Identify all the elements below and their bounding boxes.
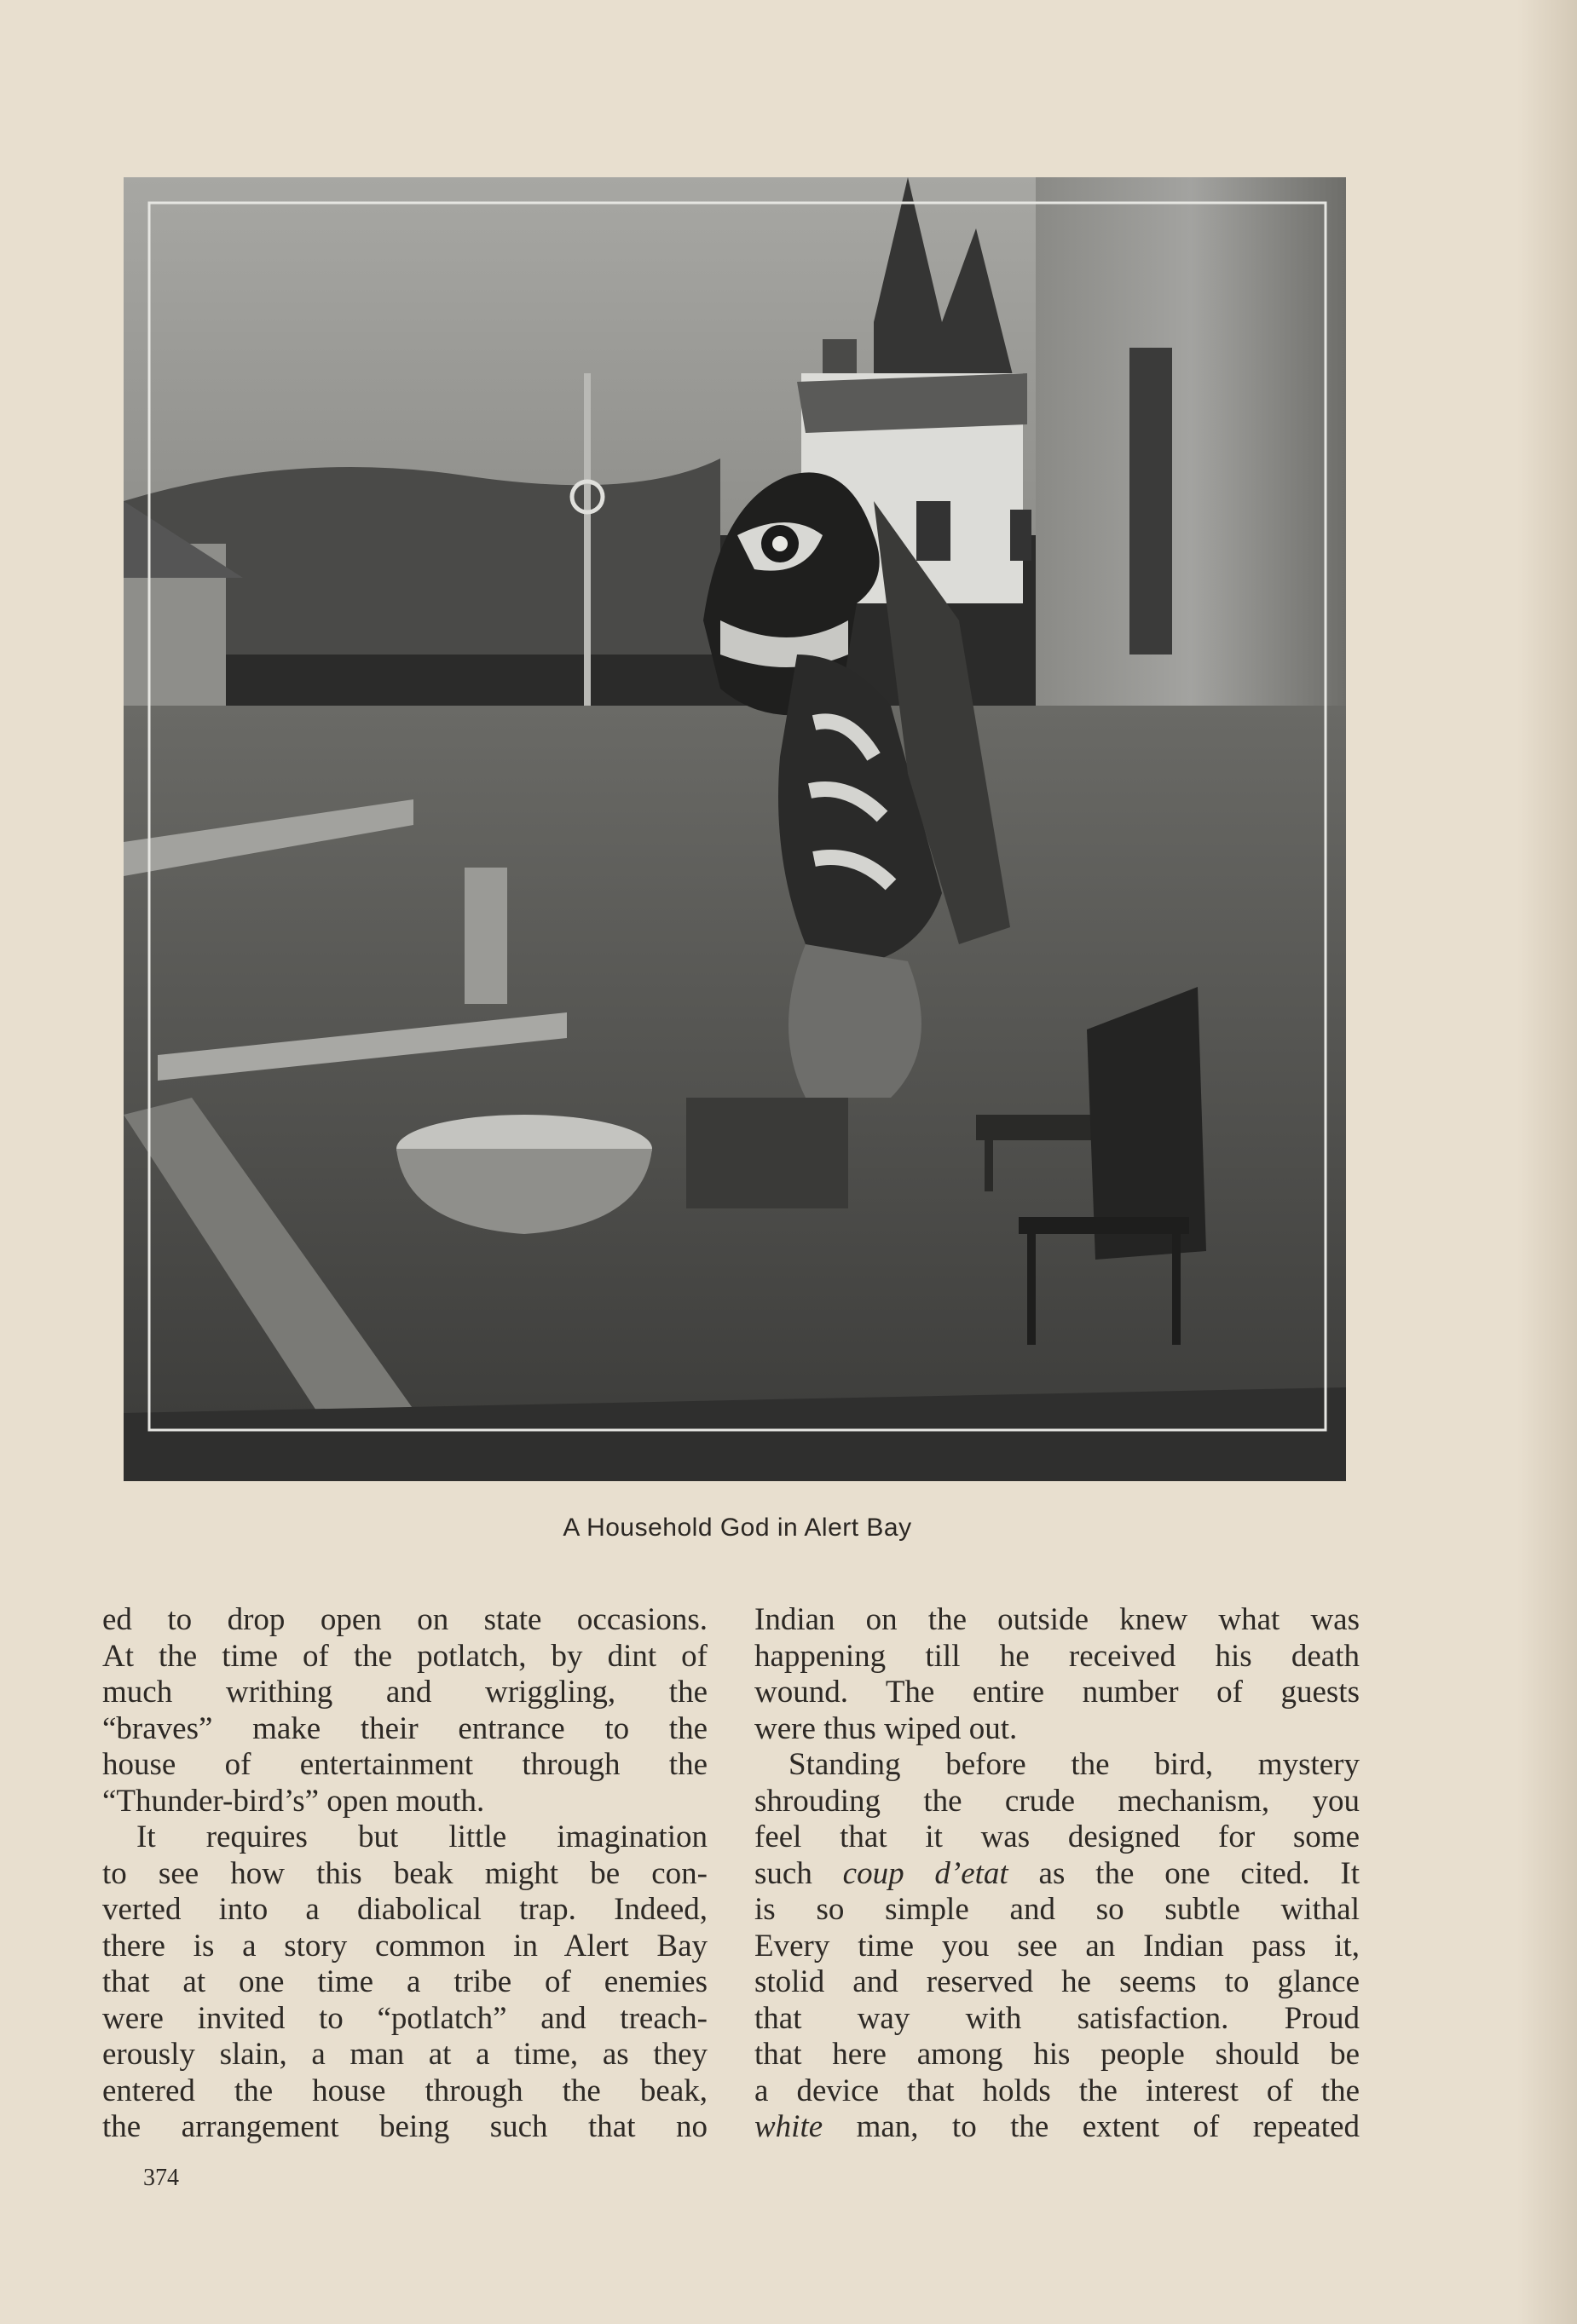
text-line: is so simple and so subtle withal [754, 1892, 1360, 1927]
left-column [102, 1602, 708, 2146]
text-line: happening till he received his death [754, 1638, 1360, 1674]
photograph-household-god [124, 177, 1346, 1481]
text-line: that at one time a tribe of enemies [102, 1964, 708, 1999]
text-line [754, 1856, 1360, 1893]
page-number: 374 [143, 2165, 179, 2191]
text-line: a device that holds the interest of the [754, 2073, 1360, 2108]
text-line: At the time of the potlatch, by dint of [102, 1638, 708, 1674]
text-fragment: as the one cited. It [1038, 1855, 1360, 1891]
right-column [754, 1602, 1360, 2146]
text-fragment: such [754, 1855, 812, 1891]
text-line: stolid and reserved he seems to glance [754, 1964, 1360, 1999]
photo-illustration [124, 177, 1346, 1481]
text-line: Every time you see an Indian pass it, [754, 1928, 1360, 1964]
text-line: Standing before the bird, mystery [788, 1747, 1360, 1782]
text-line: that way with satisfaction. Proud [754, 2000, 1360, 2036]
text-line: were thus wiped out. [754, 1710, 1018, 1746]
text-fragment: man, to the extent of repeated [856, 2109, 1360, 2144]
text-line: It requires but little imagination [136, 1819, 708, 1854]
page-edge-shadow [1517, 0, 1577, 2324]
text-line [754, 2109, 1360, 2146]
text-line: erously slain, a man at a time, as they [102, 2037, 708, 2072]
text-line: there is a story common in Alert Bay [102, 1928, 708, 1964]
italic-word: white [754, 2109, 823, 2144]
text-line: wound. The entire number of guests [754, 1675, 1360, 1710]
text-line: Indian on the outside knew what was [754, 1602, 1360, 1637]
text-line: “Thunder-bird’s” open mouth. [102, 1783, 485, 1819]
text-line: house of entertainment through the [102, 1747, 708, 1782]
text-line: much writhing and wriggling, the [102, 1675, 708, 1710]
text-line: were invited to “potlatch” and treach- [102, 2000, 708, 2036]
text-line: the arrangement being such that no [102, 2109, 708, 2144]
text-line: ed to drop open on state occasions. [102, 1602, 708, 1637]
text-line: “braves” make their entrance to the [102, 1710, 708, 1746]
italic-phrase: coup d’etat [842, 1855, 1008, 1891]
text-line: entered the house through the beak, [102, 2073, 708, 2108]
figure-caption: A Household God in Alert Bay [563, 1514, 912, 1542]
text-line: feel that it was designed for some [754, 1819, 1360, 1854]
text-line: to see how this beak might be con- [102, 1855, 708, 1891]
text-line: that here among his people should be [754, 2037, 1360, 2072]
text-line: verted into a diabolical trap. Indeed, [102, 1892, 708, 1927]
text-line: shrouding the crude mechanism, you [754, 1783, 1360, 1819]
